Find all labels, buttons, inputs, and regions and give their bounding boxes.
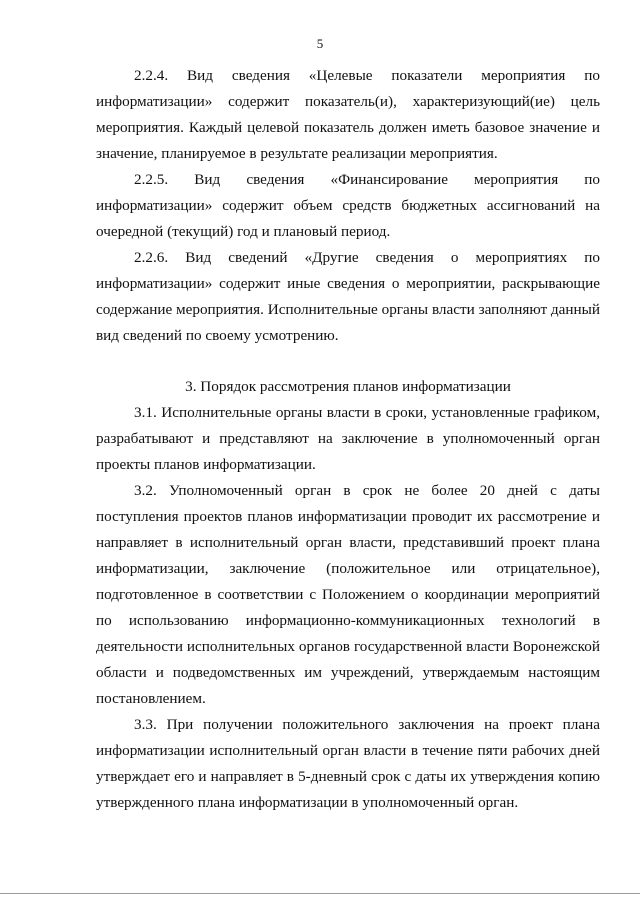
section-heading: 3. Порядок рассмотрения планов информатизации — [185, 378, 511, 395]
paragraph-2-2-6: 2.2.6. Вид сведений «Другие сведения о мероприятиях по информатизации» содержит иные сведения о мероприятии, раскрывающие содержание мероприятия. Исполнительные органы власти заполняют данный вид сведений по своему усмотрению. — [96, 249, 600, 344]
paragraph-2-2-5: 2.2.5. Вид сведения «Финансирование мероприятия по информатизации» содержит объем средств бюджетных ассигнований на очередной (текущий) год и плановый период. — [96, 171, 600, 240]
paragraph-3-3: 3.3. При получении положительного заключения на проект плана информатизации исполнительный орган власти в течение пяти рабочих дней утверждает его и направляет в 5-дневный срок с даты их утверждения копию утвержденного плана информатизации в уполномоченный орган. — [96, 716, 600, 811]
paragraph-2-2-4: 2.2.4. Вид сведения «Целевые показатели мероприятия по информатизации» содержит показатель(и), характеризующий(ие) цель мероприятия. Каждый целевой показатель должен иметь базовое значение и значение, планируемое в результате реализации мероприятия. — [96, 67, 600, 162]
page-number: 5 — [316, 36, 324, 51]
paragraph-3-2: 3.2. Уполномоченный орган в срок не более 20 дней с даты поступления проектов планов информатизации проводит их рассмотрение и направляет в исполнительный орган власти, представивший проект плана информатизации, заключение (положительное или отрицательное), подготовленное в соответствии с Положением о координации мероприятий по использованию информационно-коммуникационных технологий в деятельности исполнительных органов государственной власти Воронежской области и подведомственных им учреждений, утверждаемым настоящим постановлением. — [96, 482, 600, 707]
bottom-divider — [0, 893, 640, 894]
paragraph-3-1: 3.1. Исполнительные органы власти в сроки, установленные графиком, разрабатывают и представляют на заключение в уполномоченный орган проекты планов информатизации. — [96, 404, 600, 473]
document-body — [96, 63, 600, 816]
